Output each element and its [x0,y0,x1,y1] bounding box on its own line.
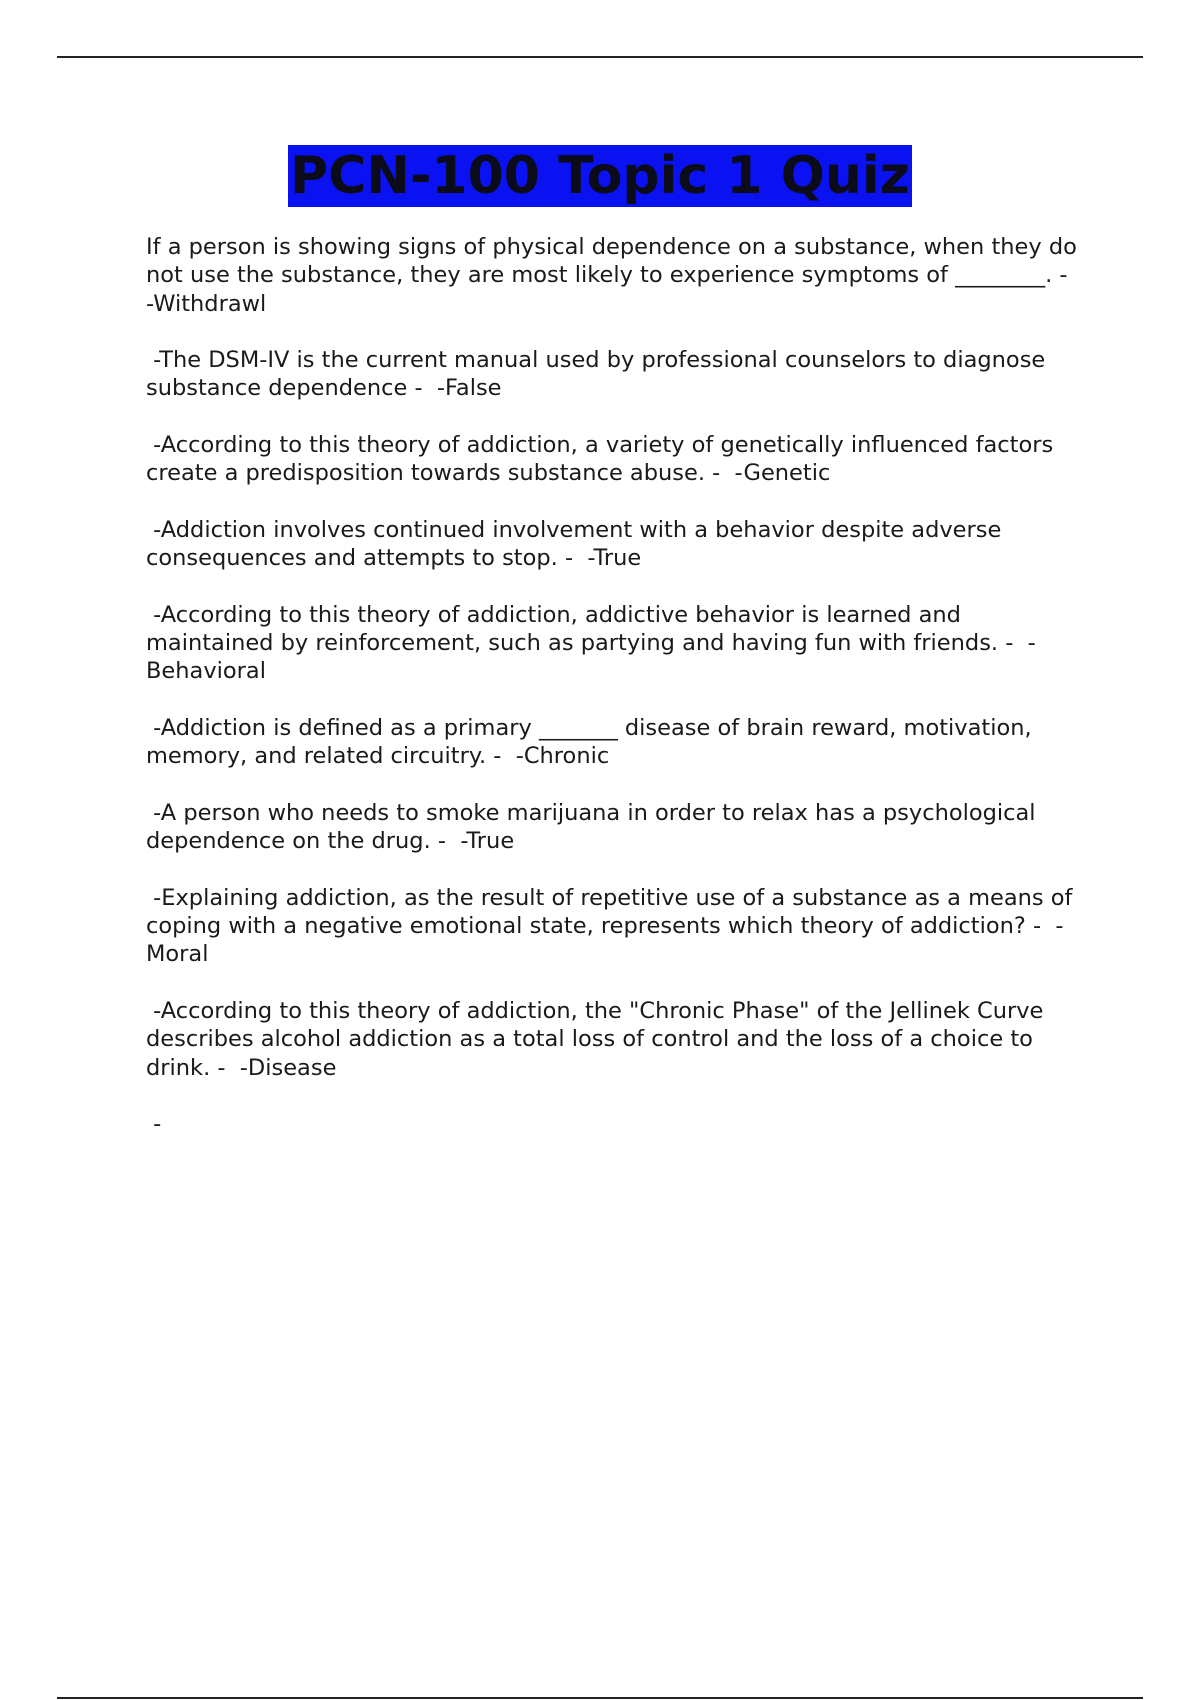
quiz-item: -A person who needs to smoke marijuana in order to relax has a psychological dependence on the drug. - -True [146,799,1043,855]
quiz-item: -Explaining addiction, as the result of repetitive use of a substance as a means of coping with a negative emotional state, represents which theory of addiction? - -Moral [146,884,1080,968]
header-rule [57,56,1143,58]
quiz-item: -According to this theory of addiction, addictive behavior is learned and maintained by reinforcement, such as partying and having fun with friends. - -Behavioral [146,601,1036,685]
quiz-item: -Addiction is defined as a primary _______ disease of brain reward, motivation, memory, and related circuitry. - -Chronic [146,715,1039,770]
quiz-item: -According to this theory of addiction, a variety of genetically influenced factors create a predisposition towards substance abuse. - -Genetic [146,432,1061,487]
quiz-item: -According to this theory of addiction, the "Chronic Phase" of the Jellinek Curve describes alcohol addiction as a total loss of control and the loss of a choice to drink. - -Disease [146,998,1051,1081]
quiz-content [146,233,1086,1167]
quiz-item: - [146,1111,162,1138]
page-title: PCN-100 Topic 1 Quiz [290,146,910,206]
footer-rule [57,1697,1143,1699]
quiz-item: If a person is showing signs of physical dependence on a substance, when they do not use the substance, they are most likely to experience symptoms of ________. - -Withdrawl [146,234,1085,317]
title-container [0,145,1200,207]
quiz-item: -Addiction involves continued involvement with a behavior despite adverse consequences and attempts to stop. - -True [146,516,1009,572]
quiz-item: -The DSM-IV is the current manual used by professional counselors to diagnose substance dependence - -False [146,347,1053,402]
